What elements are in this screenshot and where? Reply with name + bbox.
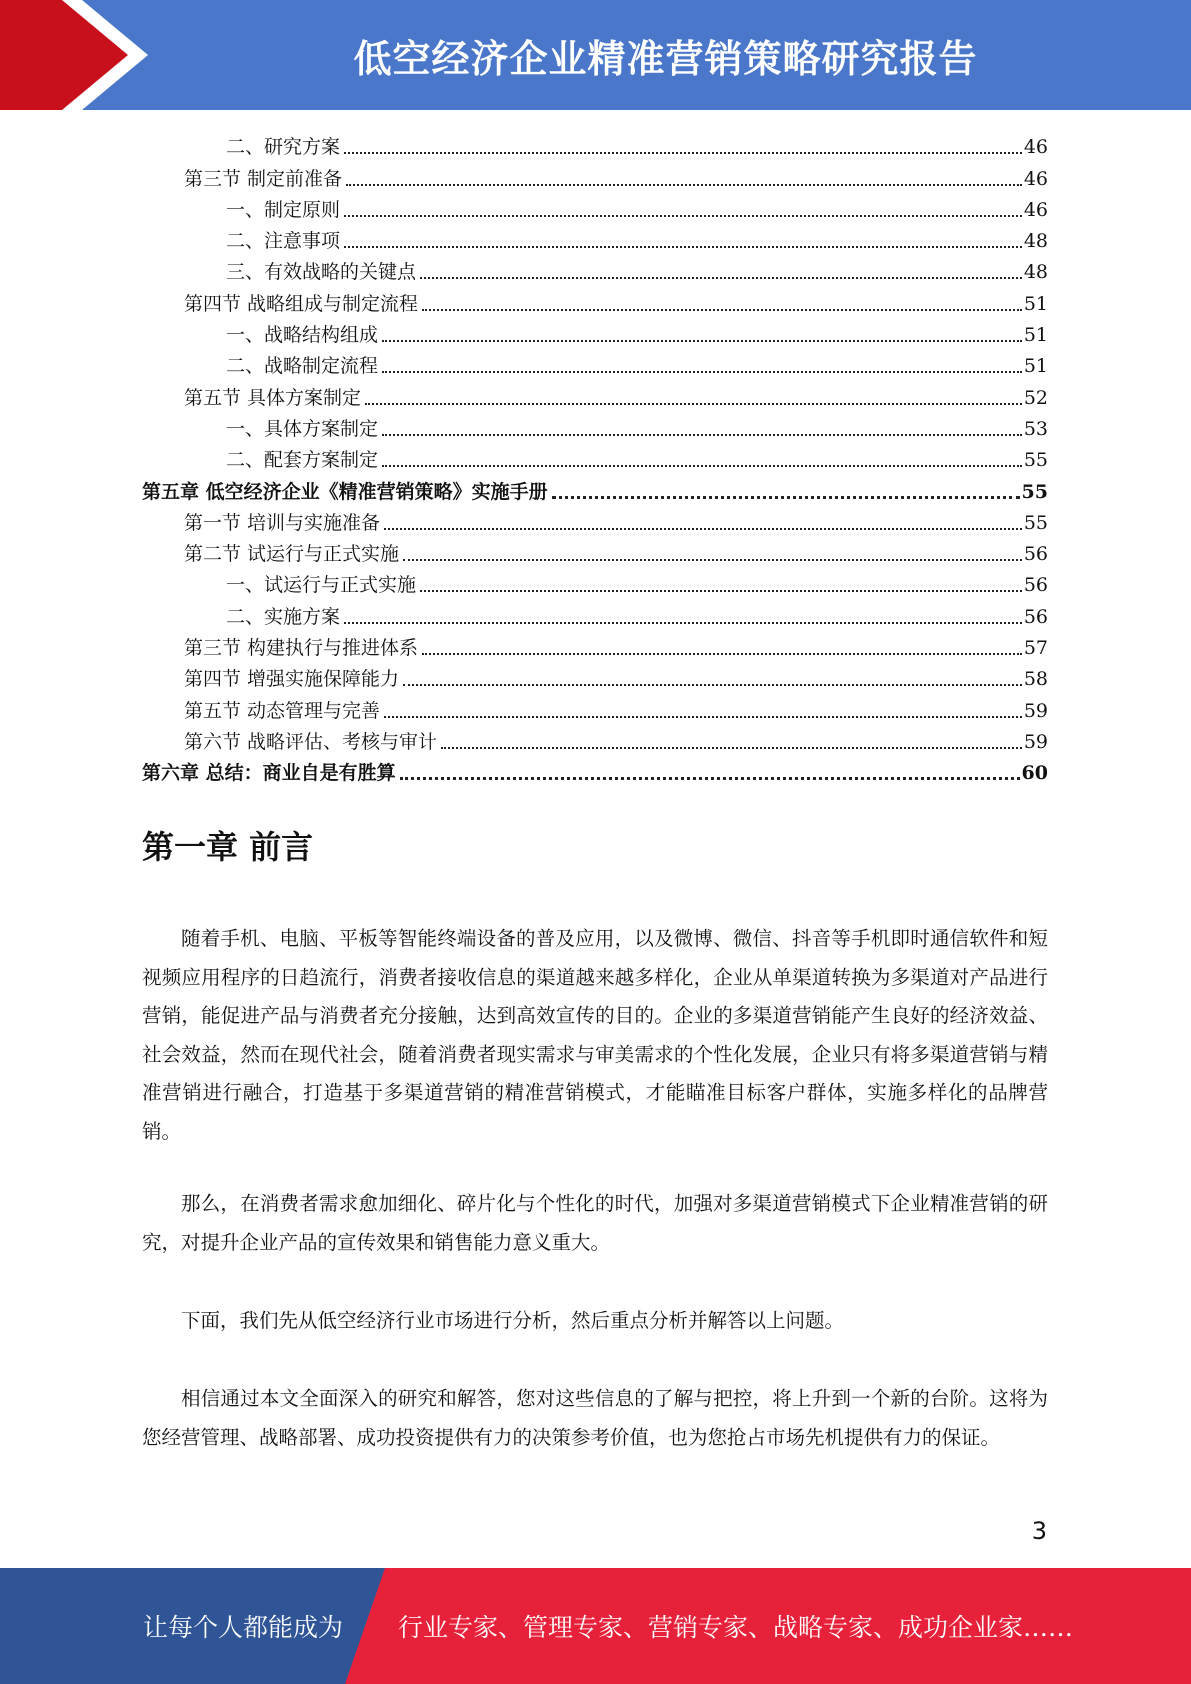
toc-entry-item[interactable] [142, 597, 1048, 628]
toc-entry-section[interactable] [142, 535, 1048, 566]
toc-page-number: 51 [1023, 324, 1048, 347]
toc-entry-item[interactable] [142, 566, 1048, 597]
toc-dot-leader [382, 465, 1022, 467]
toc-entry-item[interactable] [142, 253, 1048, 284]
toc-entry-item[interactable] [142, 191, 1048, 222]
toc-entry-item[interactable] [142, 128, 1048, 159]
toc-dot-leader [403, 684, 1022, 686]
toc-page-number: 51 [1023, 292, 1048, 315]
toc-entry-title: 二、注意事项 [226, 230, 341, 253]
toc-entry-title: 第二节 试运行与正式实施 [184, 543, 400, 566]
toc-dot-leader [344, 152, 1022, 154]
toc-dot-leader [344, 215, 1022, 217]
toc-dot-leader [422, 309, 1022, 311]
body-paragraph [142, 1185, 1048, 1262]
toc-entry-title: 第三节 构建执行与推进体系 [184, 637, 419, 660]
toc-entry-section[interactable] [142, 629, 1048, 660]
toc-entry-title: 一、制定原则 [226, 198, 341, 221]
toc-entry-title: 一、战略结构组成 [226, 324, 379, 347]
toc-entry-item[interactable] [142, 222, 1048, 253]
toc-page-number: 56 [1023, 605, 1048, 628]
toc-entry-title: 二、战略制定流程 [226, 355, 379, 378]
toc-page-number: 51 [1023, 355, 1048, 378]
toc-entry-title: 第四节 增强实施保障能力 [184, 668, 400, 691]
body-paragraph [142, 1302, 1048, 1341]
toc-page-number: 58 [1023, 668, 1048, 691]
chapter-heading: 第一章 前言 [142, 828, 314, 866]
toc-entry-section[interactable] [142, 691, 1048, 722]
toc-page-number: 48 [1023, 261, 1048, 284]
toc-dot-leader [384, 528, 1022, 530]
toc-dot-leader [384, 716, 1022, 718]
paragraph-text: 那么，在消费者需求愈加细化、碎片化与个性化的时代，加强对多渠道营销模式下企业精准营销的研究，对提升企业产品的宣传效果和销售能力意义重大。 [142, 1192, 1048, 1254]
toc-entry-chapter[interactable] [142, 754, 1048, 785]
toc-entry-section[interactable] [142, 284, 1048, 315]
toc-entry-title: 第六章 总结：商业自是有胜算 [142, 762, 396, 785]
toc-dot-leader [552, 496, 1020, 499]
toc-page-number: 59 [1023, 699, 1048, 722]
toc-entry-title: 二、研究方案 [226, 136, 341, 159]
toc-entry-title: 三、有效战略的关键点 [226, 261, 417, 284]
toc-entry-title: 二、配套方案制定 [226, 449, 379, 472]
toc-page-number: 60 [1021, 762, 1048, 785]
toc-dot-leader [382, 340, 1022, 342]
toc-dot-leader [422, 653, 1022, 655]
toc-entry-title: 第三节 制定前准备 [184, 167, 343, 190]
toc-entry-chapter[interactable] [142, 472, 1048, 503]
toc-entry-item[interactable] [142, 347, 1048, 378]
toc-dot-leader [382, 434, 1022, 436]
toc-entry-title: 第五节 动态管理与完善 [184, 699, 381, 722]
toc-page-number: 57 [1023, 637, 1048, 660]
toc-entry-section[interactable] [142, 660, 1048, 691]
toc-dot-leader [400, 777, 1020, 780]
toc-page-number: 56 [1023, 543, 1048, 566]
toc-dot-leader [420, 277, 1022, 279]
page-header [0, 0, 1191, 110]
toc-page-number: 55 [1023, 511, 1048, 534]
toc-entry-title: 第一节 培训与实施准备 [184, 511, 381, 534]
table-of-contents [142, 128, 1048, 785]
toc-dot-leader [346, 184, 1022, 186]
footer-slogan-left: 让每个人都能成为 [143, 1613, 344, 1642]
paragraph-text: 下面，我们先从低空经济行业市场进行分析，然后重点分析并解答以上问题。 [181, 1309, 845, 1332]
toc-dot-leader [441, 747, 1022, 749]
toc-entry-title: 第六节 战略评估、考核与审计 [184, 730, 438, 753]
toc-entry-item[interactable] [142, 316, 1048, 347]
toc-dot-leader [344, 622, 1022, 624]
toc-entry-title: 二、实施方案 [226, 605, 341, 628]
page-number: 3 [1031, 1517, 1047, 1545]
toc-page-number: 46 [1023, 167, 1048, 190]
toc-dot-leader [344, 246, 1022, 248]
toc-dot-leader [403, 559, 1022, 561]
toc-entry-title: 一、试运行与正式实施 [226, 574, 417, 597]
paragraph-text: 随着手机、电脑、平板等智能终端设备的普及应用，以及微博、微信、抖音等手机即时通信软件和短视频应用程序的日趋流行，消费者接收信息的渠道越来越多样化，企业从单渠道转换为多渠道对产品进行营销，能促进产品与消费者充分接触，达到高效宣传的目的。企业的多渠道营销能产生良好的经济效益、社会效益，然而在现代社会，随着消费者现实需求与审美需求的个性化发展，企业只有将多渠道营销与精准营销进行融合，打造基于多渠道营销的精准营销模式，才能瞄准目标客户群体，实施多样化的品牌营销。 [142, 927, 1048, 1143]
header-chevron-accent [0, 0, 160, 110]
report-title: 低空经济企业精准营销策略研究报告 [353, 36, 978, 81]
toc-dot-leader [365, 403, 1022, 405]
toc-dot-leader [382, 371, 1022, 373]
body-paragraph [142, 1380, 1048, 1457]
toc-entry-title: 第五节 具体方案制定 [184, 386, 362, 409]
toc-page-number: 59 [1023, 730, 1048, 753]
toc-entry-section[interactable] [142, 159, 1048, 190]
toc-entry-section[interactable] [142, 723, 1048, 754]
toc-entry-item[interactable] [142, 441, 1048, 472]
toc-page-number: 46 [1023, 136, 1048, 159]
page-footer [0, 1568, 1191, 1684]
toc-page-number: 55 [1021, 480, 1048, 503]
toc-entry-title: 一、具体方案制定 [226, 417, 379, 440]
toc-dot-leader [420, 590, 1022, 592]
toc-page-number: 56 [1023, 574, 1048, 597]
toc-entry-section[interactable] [142, 378, 1048, 409]
toc-page-number: 55 [1023, 449, 1048, 472]
footer-slogan-right: 行业专家、管理专家、营销专家、战略专家、成功企业家…… [398, 1613, 1074, 1642]
toc-entry-title: 第五章 低空经济企业《精准营销策略》实施手册 [142, 480, 548, 503]
toc-entry-item[interactable] [142, 410, 1048, 441]
toc-entry-section[interactable] [142, 504, 1048, 535]
toc-entry-title: 第四节 战略组成与制定流程 [184, 292, 419, 315]
paragraph-text: 相信通过本文全面深入的研究和解答，您对这些信息的了解与把控，将上升到一个新的台阶。这将为您经营管理、战略部署、成功投资提供有力的决策参考价值，也为您抢占市场先机提供有力的保证。 [142, 1387, 1048, 1449]
body-paragraph [142, 920, 1048, 1151]
toc-page-number: 48 [1023, 230, 1048, 253]
toc-page-number: 46 [1023, 198, 1048, 221]
toc-page-number: 52 [1023, 386, 1048, 409]
toc-page-number: 53 [1023, 417, 1048, 440]
